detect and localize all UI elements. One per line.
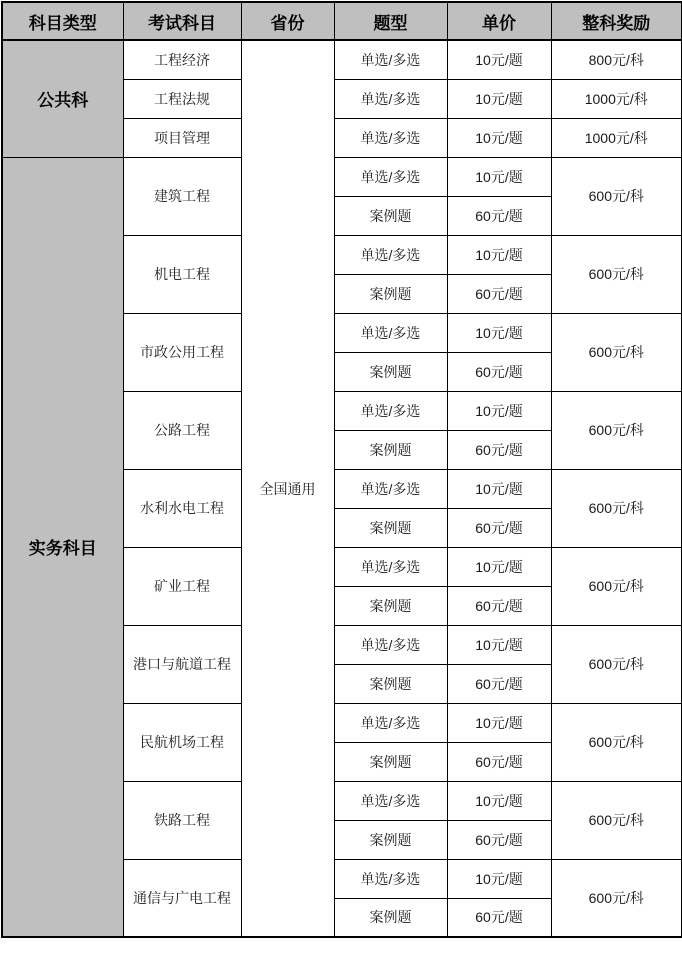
exam-subject-cell: 项目管理 bbox=[123, 118, 241, 157]
question-type-cell: 单选/多选 bbox=[334, 157, 447, 196]
unit-price-cell: 60元/题 bbox=[447, 586, 551, 625]
reward-cell: 600元/科 bbox=[551, 625, 682, 703]
unit-price-cell: 10元/题 bbox=[447, 469, 551, 508]
question-type-cell: 单选/多选 bbox=[334, 313, 447, 352]
col-header-province: 省份 bbox=[241, 2, 334, 40]
unit-price-cell: 10元/题 bbox=[447, 118, 551, 157]
question-type-cell: 单选/多选 bbox=[334, 235, 447, 274]
exam-subject-cell: 港口与航道工程 bbox=[123, 625, 241, 703]
reward-cell: 600元/科 bbox=[551, 235, 682, 313]
exam-subject-cell: 建筑工程 bbox=[123, 157, 241, 235]
reward-cell: 600元/科 bbox=[551, 781, 682, 859]
unit-price-cell: 10元/题 bbox=[447, 313, 551, 352]
unit-price-cell: 60元/题 bbox=[447, 508, 551, 547]
unit-price-cell: 10元/题 bbox=[447, 391, 551, 430]
question-type-cell: 案例题 bbox=[334, 742, 447, 781]
exam-subject-cell: 矿业工程 bbox=[123, 547, 241, 625]
col-header-full-subject-reward: 整科奖励 bbox=[551, 2, 682, 40]
unit-price-cell: 60元/题 bbox=[447, 430, 551, 469]
question-type-cell: 案例题 bbox=[334, 820, 447, 859]
col-header-unit-price: 单价 bbox=[447, 2, 551, 40]
unit-price-cell: 60元/题 bbox=[447, 742, 551, 781]
question-type-cell: 单选/多选 bbox=[334, 469, 447, 508]
exam-subject-cell: 通信与广电工程 bbox=[123, 859, 241, 937]
question-type-cell: 单选/多选 bbox=[334, 391, 447, 430]
reward-cell: 600元/科 bbox=[551, 703, 682, 781]
unit-price-cell: 10元/题 bbox=[447, 625, 551, 664]
exam-subject-cell: 公路工程 bbox=[123, 391, 241, 469]
question-type-cell: 案例题 bbox=[334, 898, 447, 937]
unit-price-cell: 10元/题 bbox=[447, 79, 551, 118]
unit-price-cell: 10元/题 bbox=[447, 781, 551, 820]
reward-cell: 1000元/科 bbox=[551, 118, 682, 157]
unit-price-cell: 10元/题 bbox=[447, 235, 551, 274]
question-type-cell: 案例题 bbox=[334, 508, 447, 547]
question-type-cell: 单选/多选 bbox=[334, 118, 447, 157]
exam-subject-cell: 水利水电工程 bbox=[123, 469, 241, 547]
question-type-cell: 单选/多选 bbox=[334, 859, 447, 898]
col-header-subject-type: 科目类型 bbox=[2, 2, 123, 40]
reward-cell: 600元/科 bbox=[551, 157, 682, 235]
exam-subject-cell: 民航机场工程 bbox=[123, 703, 241, 781]
unit-price-cell: 60元/题 bbox=[447, 352, 551, 391]
unit-price-cell: 60元/题 bbox=[447, 196, 551, 235]
province-cell: 全国通用 bbox=[241, 40, 334, 937]
unit-price-cell: 10元/题 bbox=[447, 157, 551, 196]
reward-cell: 600元/科 bbox=[551, 469, 682, 547]
exam-subject-cell: 机电工程 bbox=[123, 235, 241, 313]
unit-price-cell: 60元/题 bbox=[447, 664, 551, 703]
question-type-cell: 案例题 bbox=[334, 352, 447, 391]
reward-cell: 600元/科 bbox=[551, 547, 682, 625]
pricing-table bbox=[1, 1, 682, 938]
unit-price-cell: 10元/题 bbox=[447, 859, 551, 898]
question-type-cell: 单选/多选 bbox=[334, 40, 447, 79]
reward-cell: 600元/科 bbox=[551, 313, 682, 391]
reward-cell: 1000元/科 bbox=[551, 79, 682, 118]
unit-price-cell: 60元/题 bbox=[447, 820, 551, 859]
unit-price-cell: 60元/题 bbox=[447, 898, 551, 937]
question-type-cell: 单选/多选 bbox=[334, 79, 447, 118]
question-type-cell: 案例题 bbox=[334, 274, 447, 313]
question-type-cell: 案例题 bbox=[334, 664, 447, 703]
subject-type-cell: 公共科 bbox=[2, 40, 123, 157]
exam-subject-cell: 工程法规 bbox=[123, 79, 241, 118]
header-row bbox=[2, 2, 682, 40]
unit-price-cell: 10元/题 bbox=[447, 547, 551, 586]
subject-type-cell: 实务科目 bbox=[2, 157, 123, 937]
col-header-question-type: 题型 bbox=[334, 2, 447, 40]
question-type-cell: 案例题 bbox=[334, 430, 447, 469]
question-type-cell: 单选/多选 bbox=[334, 781, 447, 820]
exam-subject-cell: 市政公用工程 bbox=[123, 313, 241, 391]
unit-price-cell: 10元/题 bbox=[447, 703, 551, 742]
unit-price-cell: 10元/题 bbox=[447, 40, 551, 79]
question-type-cell: 单选/多选 bbox=[334, 703, 447, 742]
reward-cell: 600元/科 bbox=[551, 859, 682, 937]
exam-subject-cell: 铁路工程 bbox=[123, 781, 241, 859]
question-type-cell: 单选/多选 bbox=[334, 625, 447, 664]
reward-cell: 600元/科 bbox=[551, 391, 682, 469]
col-header-exam-subject: 考试科目 bbox=[123, 2, 241, 40]
reward-cell: 800元/科 bbox=[551, 40, 682, 79]
table-body bbox=[2, 40, 682, 937]
table-row bbox=[2, 157, 682, 196]
question-type-cell: 单选/多选 bbox=[334, 547, 447, 586]
question-type-cell: 案例题 bbox=[334, 196, 447, 235]
exam-subject-cell: 工程经济 bbox=[123, 40, 241, 79]
table-row bbox=[2, 40, 682, 79]
unit-price-cell: 60元/题 bbox=[447, 274, 551, 313]
question-type-cell: 案例题 bbox=[334, 586, 447, 625]
